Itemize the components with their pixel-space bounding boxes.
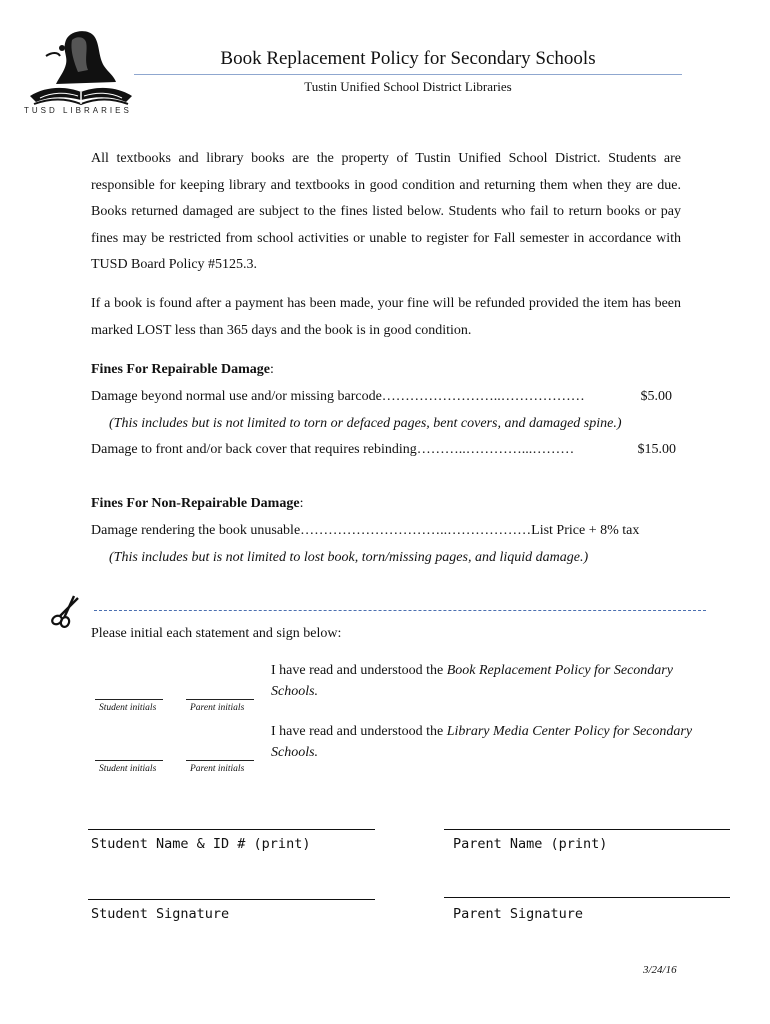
policy-paragraph-2: If a book is found after a payment has been made, your fine will be refunded provided the item has been marked LOST less than 365 days and the book is in good condition. — [91, 296, 681, 338]
initial-instruction: Please initial each statement and sign below: — [91, 626, 342, 641]
fine-label: Damage beyond normal use and/or missing barcode……………………..……………… — [91, 389, 585, 404]
parent-name-field[interactable] — [444, 829, 730, 830]
parent-initials-caption: Parent initials — [190, 703, 245, 713]
student-initials-caption: Student initials — [99, 764, 157, 774]
revision-date: 3/24/16 — [643, 964, 677, 976]
scissors-icon — [50, 594, 82, 628]
fine-row-unusable — [91, 523, 639, 539]
student-signature-label: Student Signature — [91, 906, 230, 922]
logo-wordmark: TUSD LIBRARIES — [24, 106, 132, 115]
student-signature-field[interactable] — [88, 899, 375, 900]
student-initials-caption: Student initials — [99, 703, 157, 713]
parent-initials-field-2[interactable] — [186, 760, 254, 761]
title-divider — [134, 74, 682, 75]
student-name-field[interactable] — [88, 829, 375, 830]
student-name-label: Student Name & ID # (print) — [91, 836, 311, 852]
nonrepairable-heading — [91, 496, 303, 512]
parent-initials-caption: Parent initials — [190, 764, 245, 774]
statement-1-prefix: I have read and understood the — [271, 663, 447, 678]
document-title: Book Replacement Policy for Secondary Schools — [220, 48, 596, 69]
fine-row-barcode — [91, 389, 681, 405]
statement-1 — [271, 660, 711, 702]
nonrepairable-heading-colon: : — [299, 496, 304, 511]
repairable-note: (This includes but is not limited to torn or defaced pages, bent covers, and damaged spine.) — [109, 416, 622, 431]
statement-2-prefix: I have read and understood the — [271, 724, 447, 739]
repairable-heading-text: Fines For Repairable Damage — [91, 362, 270, 377]
policy-paragraph-1: All textbooks and library books are the property of Tustin Unified School District. Students are responsible for keeping library and textbooks in good condition and returning them when they are due. Books returned damaged are subject to the fines listed below. Students who fail to return books or pay fines may be restricted from school activities or unable to register for Fall semester in accordance with TUSD Board Policy #5125.3. — [91, 151, 681, 272]
repairable-heading-colon: : — [270, 362, 274, 377]
fine-price: List Price + 8% tax — [531, 523, 640, 538]
fine-label: Damage rendering the book unusable…………………………..……………… — [91, 523, 532, 538]
cut-line — [94, 610, 706, 611]
parent-signature-field[interactable] — [444, 897, 730, 898]
statement-1-policy-name: Book Replacement Policy for Secondary Schools. — [271, 663, 673, 699]
statement-2 — [271, 721, 711, 763]
repairable-heading — [91, 362, 274, 378]
student-initials-field-2[interactable] — [95, 760, 163, 761]
fine-price: $15.00 — [637, 442, 676, 457]
parent-initials-field-1[interactable] — [186, 699, 254, 700]
fine-label: Damage to front and/or back cover that requires rebinding………..…………...……… — [91, 442, 575, 457]
fine-row-rebinding — [91, 442, 681, 458]
fine-price: $5.00 — [640, 389, 672, 404]
parent-signature-label: Parent Signature — [453, 906, 584, 922]
nonrepairable-heading-text: Fines For Non-Repairable Damage — [91, 496, 300, 511]
parent-name-label: Parent Name (print) — [453, 836, 608, 852]
nonrepairable-note: (This includes but is not limited to lost book, torn/missing pages, and liquid damage.) — [109, 550, 589, 565]
statement-2-policy-name: Library Media Center Policy for Secondary Schools. — [271, 724, 693, 760]
document-subtitle: Tustin Unified School District Libraries — [304, 79, 512, 94]
student-initials-field-1[interactable] — [95, 699, 163, 700]
